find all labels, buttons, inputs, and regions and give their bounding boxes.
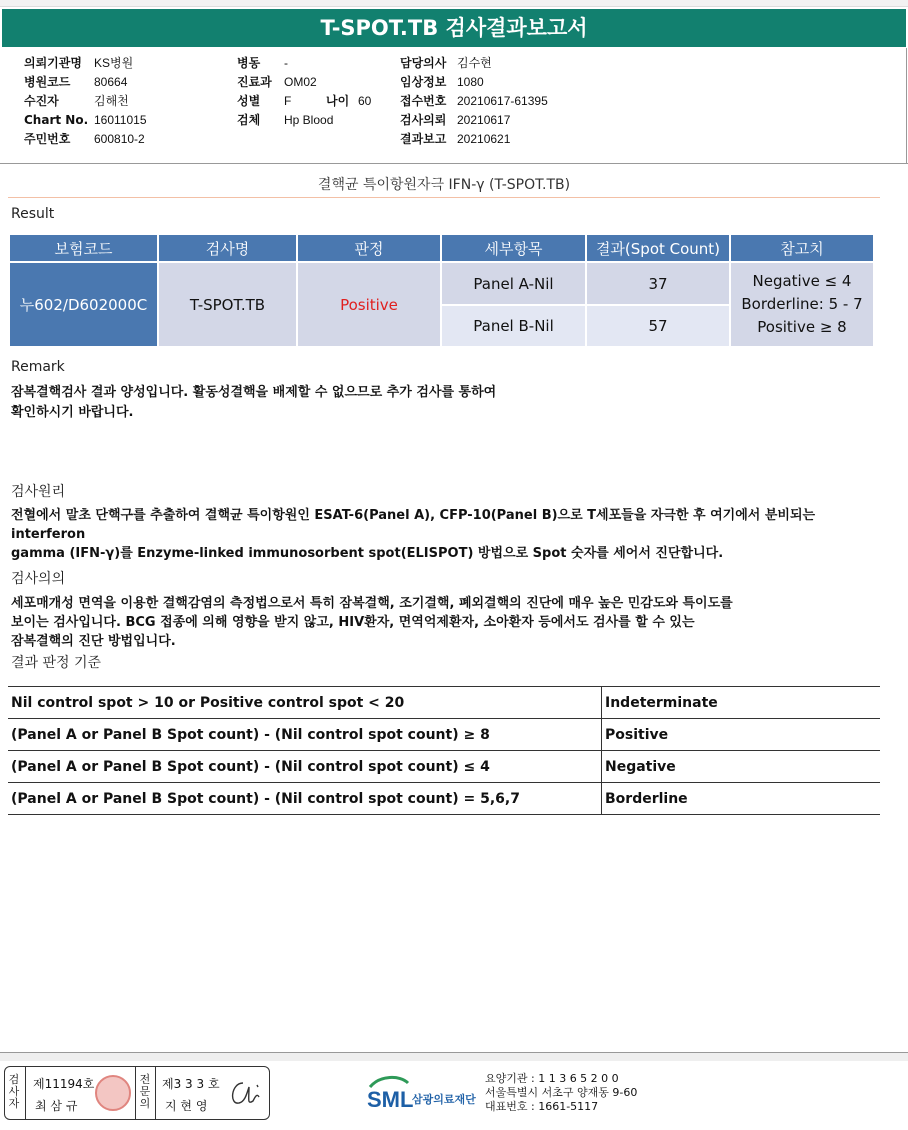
detail-item-cell: Panel A-Nil bbox=[442, 263, 585, 304]
info-label: 병동 bbox=[237, 56, 261, 70]
sml-logo bbox=[366, 1073, 478, 1113]
header-test-name: 검사명 bbox=[159, 235, 296, 261]
insurance-code-cell: 누602/D602000C bbox=[10, 263, 157, 346]
info-divider bbox=[0, 163, 908, 164]
info-label: 의뢰기관명 bbox=[24, 56, 82, 70]
lab-info-line: 요양기관 : 1 1 3 6 5 2 0 0 bbox=[485, 1072, 619, 1085]
meaning-label: 검사의의 bbox=[11, 571, 66, 587]
criteria-condition: (Panel A or Panel B Spot count) - (Nil control spot count) = 5,6,7 bbox=[8, 783, 602, 815]
remark-line: 확인하시기 바랍니다. bbox=[11, 405, 134, 420]
criteria-row bbox=[8, 719, 880, 751]
info-label: 성별 bbox=[237, 94, 261, 108]
info-value: 20210621 bbox=[457, 132, 511, 146]
info-label: 결과보고 bbox=[400, 132, 447, 146]
info-value: 16011015 bbox=[94, 113, 147, 127]
examiner-name: 최 삼 규 bbox=[35, 1099, 78, 1113]
header-insurance-code: 보험코드 bbox=[10, 235, 157, 261]
criteria-row bbox=[8, 687, 880, 719]
meaning-line: 세포매개성 면역을 이용한 결핵감염의 측정법으로서 특히 잠복결핵, 조기결핵, 폐외결핵의 진단에 매우 높은 민감도와 특이도를 bbox=[11, 596, 733, 611]
meaning-line: 보이는 검사입니다. BCG 접종에 의해 영향을 받지 않고, HIV환자, 면역억제환자, 소아환자 등에서도 검사를 할 수 있는 bbox=[11, 615, 695, 630]
info-value: 20210617 bbox=[457, 113, 511, 127]
header-spot-count: 결과(Spot Count) bbox=[587, 235, 729, 261]
specialist-label: 전 문 의 bbox=[139, 1073, 151, 1110]
spot-count-cell: 37 bbox=[587, 263, 729, 304]
lab-info-line: 서울특별시 서초구 양재동 9-60 bbox=[485, 1086, 638, 1099]
signature-box bbox=[4, 1066, 270, 1120]
info-value: Hp Blood bbox=[284, 113, 334, 127]
remark-line: 잠복결핵검사 결과 양성입니다. 활동성결핵을 배제할 수 없으므로 추가 검사를 통하여 bbox=[11, 385, 497, 400]
criteria-label: 결과 판정 기준 bbox=[11, 655, 102, 671]
test-subtitle: 결핵균 특이항원자극 IFN-γ (T-SPOT.TB) bbox=[317, 177, 571, 193]
info-value: 김해천 bbox=[94, 94, 129, 108]
lab-info bbox=[485, 1072, 637, 1114]
reference-negative: Negative ≤ 4 bbox=[752, 272, 852, 290]
test-name-cell: T-SPOT.TB bbox=[159, 263, 296, 346]
info-label: 병원코드 bbox=[24, 75, 71, 89]
meaning-line: 잠복결핵의 진단 방법입니다. bbox=[11, 634, 176, 649]
result-table bbox=[8, 233, 875, 348]
info-value: 20210617-61395 bbox=[457, 94, 548, 108]
criteria-table bbox=[8, 686, 880, 815]
signature-icon bbox=[227, 1073, 265, 1113]
principle-line: gamma (IFN-γ)를 Enzyme-linked immunosorbent spot(ELISPOT) 방법으로 Spot 숫자를 세어서 진단합니다. bbox=[11, 546, 724, 561]
reference-borderline: Borderline: 5 - 7 bbox=[741, 295, 863, 313]
header-judgement: 판정 bbox=[298, 235, 440, 261]
result-row bbox=[10, 263, 873, 304]
header-reference: 참고치 bbox=[731, 235, 873, 261]
info-label: 수진자 bbox=[24, 94, 59, 108]
spot-count-cell: 57 bbox=[587, 306, 729, 346]
info-label: 임상정보 bbox=[400, 75, 447, 89]
reference-positive: Positive ≥ 8 bbox=[757, 318, 847, 336]
info-label: 진료과 bbox=[237, 75, 272, 89]
top-border bbox=[0, 0, 908, 7]
info-label: 검체 bbox=[237, 113, 261, 127]
info-value: KS병원 bbox=[94, 56, 134, 70]
judgement-cell: Positive bbox=[298, 263, 440, 346]
subtitle-underline bbox=[8, 197, 880, 198]
sml-logo-icon bbox=[366, 1073, 478, 1113]
remark-text bbox=[11, 383, 496, 423]
meaning-text bbox=[11, 594, 883, 651]
examiner-seal-icon bbox=[95, 1075, 131, 1111]
report-title: T-SPOT.TB 검사결과보고서 bbox=[2, 9, 906, 47]
foundation-name: 삼광의료재단 bbox=[412, 1093, 476, 1106]
info-value: OM02 bbox=[284, 75, 317, 89]
info-label: Chart No. bbox=[24, 113, 89, 127]
box-separator bbox=[155, 1067, 156, 1119]
age-label: 나이 bbox=[326, 94, 350, 108]
remark-label: Remark bbox=[11, 359, 65, 375]
logo-text: SML bbox=[367, 1087, 414, 1112]
info-right-border bbox=[906, 48, 907, 164]
lab-info-line: 대표번호 : 1661-5117 bbox=[485, 1100, 599, 1113]
criteria-condition: (Panel A or Panel B Spot count) - (Nil control spot count) ≤ 4 bbox=[8, 751, 602, 783]
info-label: 검사의뢰 bbox=[400, 113, 447, 127]
patient-info-col2 bbox=[237, 54, 371, 130]
footer-shade bbox=[0, 1053, 908, 1061]
header-detail-item: 세부항목 bbox=[442, 235, 585, 261]
info-value: 1080 bbox=[457, 75, 484, 89]
info-label: 접수번호 bbox=[400, 94, 447, 108]
specialist-name: 지 현 영 bbox=[165, 1099, 208, 1113]
patient-info-col3 bbox=[400, 54, 548, 149]
criteria-row bbox=[8, 783, 880, 815]
result-label: Result bbox=[11, 206, 55, 222]
criteria-result: Indeterminate bbox=[602, 687, 881, 719]
criteria-result: Borderline bbox=[602, 783, 881, 815]
info-value: 80664 bbox=[94, 75, 128, 89]
specialist-license: 제3 3 3 호 bbox=[162, 1077, 220, 1091]
patient-info-col1 bbox=[24, 54, 147, 149]
box-separator bbox=[25, 1067, 26, 1119]
examiner-license: 제11194호 bbox=[33, 1077, 95, 1091]
principle-line: 전혈에서 말초 단핵구를 추출하여 결핵균 특이항원인 ESAT-6(Panel A), CFP-10(Panel B)으로 T세포들을 자극한 후 여기에서 분비되는 interferon bbox=[11, 508, 816, 542]
criteria-result: Negative bbox=[602, 751, 881, 783]
info-value: - bbox=[284, 56, 288, 70]
box-separator bbox=[135, 1067, 136, 1119]
info-label: 주민번호 bbox=[24, 132, 71, 146]
reference-cell bbox=[731, 263, 873, 346]
criteria-condition: (Panel A or Panel B Spot count) - (Nil control spot count) ≥ 8 bbox=[8, 719, 602, 751]
info-value: F bbox=[284, 94, 292, 108]
info-value: 600810-2 bbox=[94, 132, 145, 146]
criteria-condition: Nil control spot > 10 or Positive control spot < 20 bbox=[8, 687, 602, 719]
info-label: 담당의사 bbox=[400, 56, 447, 70]
criteria-result: Positive bbox=[602, 719, 881, 751]
principle-text bbox=[11, 506, 883, 563]
info-value: 김수현 bbox=[457, 56, 492, 70]
principle-label: 검사원리 bbox=[11, 484, 66, 500]
age-value: 60 bbox=[358, 94, 372, 108]
criteria-row bbox=[8, 751, 880, 783]
result-header-row bbox=[10, 235, 873, 261]
detail-item-cell: Panel B-Nil bbox=[442, 306, 585, 346]
examiner-label: 검 사 자 bbox=[8, 1073, 20, 1110]
